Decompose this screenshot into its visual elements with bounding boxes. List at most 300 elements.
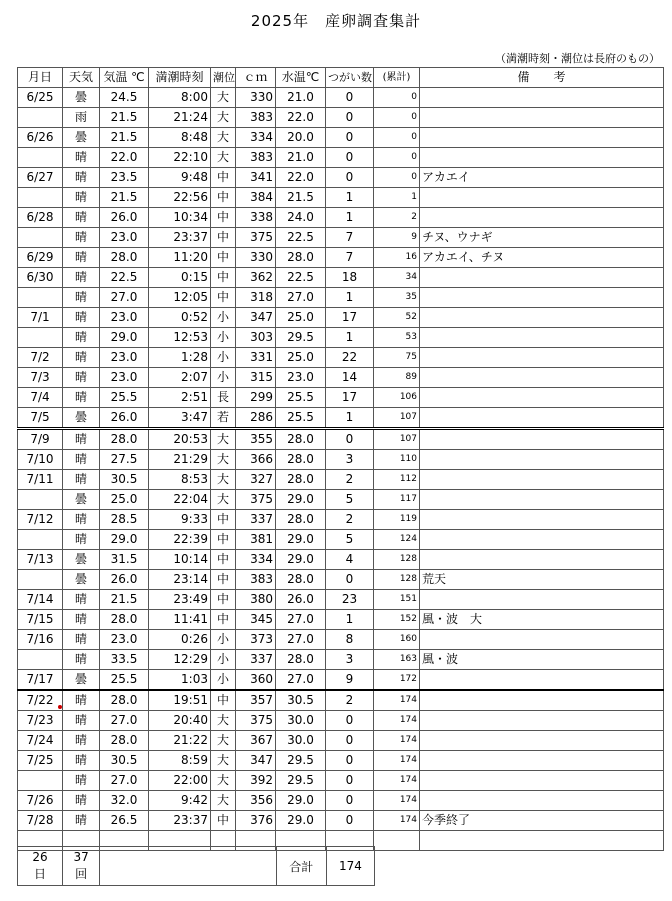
tide-time-cell: 23:37 bbox=[149, 228, 211, 248]
table-row bbox=[18, 228, 664, 248]
air-temp-cell: 27.0 bbox=[100, 771, 149, 791]
cumulative-cell: 128 bbox=[374, 570, 420, 590]
remarks-cell: アカエイ、チヌ bbox=[420, 248, 664, 268]
pairs-cell: 0 bbox=[326, 88, 374, 108]
tide-cell: 小 bbox=[211, 368, 236, 388]
pairs-cell: 0 bbox=[326, 711, 374, 731]
cumulative-cell: 2 bbox=[374, 208, 420, 228]
air-temp-cell: 24.5 bbox=[100, 88, 149, 108]
tide-cell: 小 bbox=[211, 308, 236, 328]
tide-cm-cell: 286 bbox=[236, 408, 276, 429]
tide-cell: 中 bbox=[211, 168, 236, 188]
air-temp-cell: 23.0 bbox=[100, 228, 149, 248]
water-temp-cell: 20.0 bbox=[276, 128, 326, 148]
pairs-cell: 1 bbox=[326, 188, 374, 208]
cumulative-cell: 128 bbox=[374, 550, 420, 570]
pairs-cell: 17 bbox=[326, 308, 374, 328]
weather-cell: 晴 bbox=[63, 368, 100, 388]
weather-cell: 晴 bbox=[63, 731, 100, 751]
weather-cell: 曇 bbox=[63, 88, 100, 108]
water-temp-cell: 27.0 bbox=[276, 610, 326, 630]
water-temp-cell: 28.0 bbox=[276, 429, 326, 450]
remarks-cell bbox=[420, 450, 664, 470]
date-cell: 7/2 bbox=[18, 348, 63, 368]
water-temp-cell: 30.0 bbox=[276, 731, 326, 751]
tide-cm-cell: 315 bbox=[236, 368, 276, 388]
table-row bbox=[18, 108, 664, 128]
remarks-cell bbox=[420, 711, 664, 731]
air-temp-cell: 27.5 bbox=[100, 450, 149, 470]
air-temp-cell: 26.0 bbox=[100, 570, 149, 590]
cumulative-cell: 117 bbox=[374, 490, 420, 510]
pairs-cell: 0 bbox=[326, 570, 374, 590]
air-temp-cell: 26.5 bbox=[100, 811, 149, 831]
tide-cm-cell: 299 bbox=[236, 388, 276, 408]
cumulative-cell: 1 bbox=[374, 188, 420, 208]
water-temp-cell: 21.5 bbox=[276, 188, 326, 208]
table-row bbox=[18, 328, 664, 348]
table-row bbox=[18, 429, 664, 450]
weather-cell: 晴 bbox=[63, 268, 100, 288]
weather-cell: 晴 bbox=[63, 288, 100, 308]
table-row bbox=[18, 168, 664, 188]
tide-time-cell: 3:47 bbox=[149, 408, 211, 429]
water-temp-cell: 25.5 bbox=[276, 408, 326, 429]
remarks-cell bbox=[420, 88, 664, 108]
days-count-cell bbox=[18, 847, 63, 886]
red-mark bbox=[58, 705, 62, 709]
pairs-cell: 1 bbox=[326, 208, 374, 228]
water-temp-cell: 28.0 bbox=[276, 470, 326, 490]
date-cell: 6/26 bbox=[18, 128, 63, 148]
tide-cm-cell: 375 bbox=[236, 228, 276, 248]
sessions-count: 37 bbox=[73, 850, 89, 864]
cumulative-cell: 174 bbox=[374, 690, 420, 711]
tide-cell: 若 bbox=[211, 408, 236, 429]
pairs-cell: 0 bbox=[326, 791, 374, 811]
date-cell: 7/23 bbox=[18, 711, 63, 731]
remarks-cell bbox=[420, 791, 664, 811]
tide-time-cell: 23:49 bbox=[149, 590, 211, 610]
tide-time-cell: 9:48 bbox=[149, 168, 211, 188]
table-row bbox=[18, 490, 664, 510]
tide-cell: 中 bbox=[211, 188, 236, 208]
tide-time-cell: 21:24 bbox=[149, 108, 211, 128]
air-temp-cell: 23.0 bbox=[100, 308, 149, 328]
cumulative-cell bbox=[374, 831, 420, 851]
tide-cm-cell: 355 bbox=[236, 429, 276, 450]
weather-cell: 晴 bbox=[63, 630, 100, 650]
cumulative-cell: 89 bbox=[374, 368, 420, 388]
tide-cell: 中 bbox=[211, 228, 236, 248]
tide-time-cell: 22:10 bbox=[149, 148, 211, 168]
air-temp-cell: 21.5 bbox=[100, 590, 149, 610]
remarks-cell bbox=[420, 490, 664, 510]
table-row bbox=[18, 510, 664, 530]
pairs-cell: 0 bbox=[326, 168, 374, 188]
air-temp-cell: 33.5 bbox=[100, 650, 149, 670]
remarks-cell bbox=[420, 348, 664, 368]
cumulative-cell: 107 bbox=[374, 408, 420, 429]
tide-cm-cell: 347 bbox=[236, 308, 276, 328]
tide-cm-cell: 367 bbox=[236, 731, 276, 751]
cumulative-cell: 163 bbox=[374, 650, 420, 670]
table-row bbox=[18, 288, 664, 308]
tide-cell: 大 bbox=[211, 490, 236, 510]
days-count: 26 bbox=[32, 850, 48, 864]
pairs-cell: 5 bbox=[326, 490, 374, 510]
pairs-cell: 3 bbox=[326, 450, 374, 470]
water-temp-cell: 23.0 bbox=[276, 368, 326, 388]
remarks-cell bbox=[420, 771, 664, 791]
water-temp-cell: 28.0 bbox=[276, 650, 326, 670]
air-temp-cell: 28.0 bbox=[100, 248, 149, 268]
date-cell bbox=[18, 570, 63, 590]
weather-cell: 晴 bbox=[63, 208, 100, 228]
water-temp-cell: 29.0 bbox=[276, 791, 326, 811]
tide-cm-cell: 357 bbox=[236, 690, 276, 711]
weather-cell: 晴 bbox=[63, 751, 100, 771]
tide-time-cell: 10:14 bbox=[149, 550, 211, 570]
remarks-cell bbox=[420, 690, 664, 711]
remarks-cell: アカエイ bbox=[420, 168, 664, 188]
air-temp-cell: 26.0 bbox=[100, 408, 149, 429]
air-temp-cell: 27.0 bbox=[100, 288, 149, 308]
table-row bbox=[18, 670, 664, 691]
weather-cell: 曇 bbox=[63, 670, 100, 691]
table-row bbox=[18, 751, 664, 771]
spawning-log-table bbox=[17, 67, 664, 851]
tide-cm-cell: 327 bbox=[236, 470, 276, 490]
table-row bbox=[18, 791, 664, 811]
remarks-cell bbox=[420, 470, 664, 490]
remarks-cell: チヌ、ウナギ bbox=[420, 228, 664, 248]
pairs-cell: 7 bbox=[326, 248, 374, 268]
cumulative-cell: 174 bbox=[374, 751, 420, 771]
table-row bbox=[18, 248, 664, 268]
header-row bbox=[18, 68, 664, 88]
cumulative-cell: 75 bbox=[374, 348, 420, 368]
water-temp-cell: 27.0 bbox=[276, 630, 326, 650]
tide-cm-cell: 384 bbox=[236, 188, 276, 208]
tide-time-cell: 8:00 bbox=[149, 88, 211, 108]
remarks-cell bbox=[420, 148, 664, 168]
date-cell: 7/1 bbox=[18, 308, 63, 328]
tide-cm-cell: 337 bbox=[236, 510, 276, 530]
weather-cell: 晴 bbox=[63, 590, 100, 610]
cumulative-cell: 106 bbox=[374, 388, 420, 408]
remarks-cell bbox=[420, 429, 664, 450]
weather-cell: 晴 bbox=[63, 530, 100, 550]
water-temp-cell: 25.0 bbox=[276, 348, 326, 368]
pairs-cell: 23 bbox=[326, 590, 374, 610]
tide-cell: 小 bbox=[211, 630, 236, 650]
tide-cell: 中 bbox=[211, 550, 236, 570]
water-temp-cell: 21.0 bbox=[276, 88, 326, 108]
tide-cm-cell: 334 bbox=[236, 128, 276, 148]
remarks-cell bbox=[420, 751, 664, 771]
pairs-cell: 0 bbox=[326, 128, 374, 148]
table-row bbox=[18, 268, 664, 288]
tide-cm-cell: 334 bbox=[236, 550, 276, 570]
date-cell bbox=[18, 530, 63, 550]
air-temp-cell: 28.5 bbox=[100, 510, 149, 530]
table-row bbox=[18, 308, 664, 328]
tide-time-cell: 12:29 bbox=[149, 650, 211, 670]
tide-cell: 小 bbox=[211, 348, 236, 368]
tide-cell: 大 bbox=[211, 108, 236, 128]
tide-cell: 大 bbox=[211, 791, 236, 811]
date-cell: 7/11 bbox=[18, 470, 63, 490]
water-temp-cell: 21.0 bbox=[276, 148, 326, 168]
water-temp-cell: 27.0 bbox=[276, 670, 326, 691]
cumulative-cell: 0 bbox=[374, 128, 420, 148]
tide-cm-cell: 338 bbox=[236, 208, 276, 228]
cumulative-cell: 35 bbox=[374, 288, 420, 308]
weather-cell: 晴 bbox=[63, 690, 100, 711]
sessions-count-cell bbox=[63, 847, 100, 886]
table-row bbox=[18, 731, 664, 751]
air-temp-cell: 28.0 bbox=[100, 690, 149, 711]
date-cell bbox=[18, 771, 63, 791]
tide-time-cell: 23:37 bbox=[149, 811, 211, 831]
date-cell bbox=[18, 490, 63, 510]
air-temp-cell: 25.0 bbox=[100, 490, 149, 510]
table-row bbox=[18, 550, 664, 570]
tide-cm-cell: 383 bbox=[236, 570, 276, 590]
tide-cm-cell: 375 bbox=[236, 490, 276, 510]
air-temp-cell: 29.0 bbox=[100, 530, 149, 550]
pairs-cell: 0 bbox=[326, 751, 374, 771]
tide-cell: 大 bbox=[211, 450, 236, 470]
cumulative-cell: 174 bbox=[374, 711, 420, 731]
water-temp-cell: 22.5 bbox=[276, 268, 326, 288]
water-temp-cell: 29.5 bbox=[276, 751, 326, 771]
pairs-cell: 0 bbox=[326, 771, 374, 791]
water-temp-cell: 28.0 bbox=[276, 570, 326, 590]
tide-cm-cell: 356 bbox=[236, 791, 276, 811]
remarks-cell bbox=[420, 288, 664, 308]
cumulative-cell: 107 bbox=[374, 429, 420, 450]
date-cell: 7/24 bbox=[18, 731, 63, 751]
water-temp-cell: 22.5 bbox=[276, 228, 326, 248]
water-temp-cell: 25.0 bbox=[276, 308, 326, 328]
tide-cm-cell: 341 bbox=[236, 168, 276, 188]
air-temp-cell: 28.0 bbox=[100, 731, 149, 751]
tide-source-note: （満潮時刻・潮位は長府のもの） bbox=[495, 52, 660, 65]
weather-cell: 晴 bbox=[63, 711, 100, 731]
date-cell: 7/16 bbox=[18, 630, 63, 650]
tide-cell: 中 bbox=[211, 570, 236, 590]
water-temp-cell: 30.5 bbox=[276, 690, 326, 711]
air-temp-cell: 21.5 bbox=[100, 188, 149, 208]
tide-cell: 中 bbox=[211, 268, 236, 288]
remarks-cell bbox=[420, 630, 664, 650]
water-temp-cell: 29.0 bbox=[276, 550, 326, 570]
cumulative-cell: 119 bbox=[374, 510, 420, 530]
weather-cell: 晴 bbox=[63, 348, 100, 368]
weather-cell: 晴 bbox=[63, 388, 100, 408]
water-temp-cell: 28.0 bbox=[276, 450, 326, 470]
air-temp-cell: 22.5 bbox=[100, 268, 149, 288]
table-row bbox=[18, 188, 664, 208]
air-temp-cell: 25.5 bbox=[100, 670, 149, 691]
remarks-cell bbox=[420, 530, 664, 550]
tide-cell: 大 bbox=[211, 751, 236, 771]
remarks-cell: 今季終了 bbox=[420, 811, 664, 831]
tide-cm-cell: 318 bbox=[236, 288, 276, 308]
table-row bbox=[18, 610, 664, 630]
pairs-cell: 4 bbox=[326, 550, 374, 570]
pairs-cell: 2 bbox=[326, 470, 374, 490]
col-pairs: つがい数 bbox=[326, 68, 374, 88]
pairs-cell: 0 bbox=[326, 148, 374, 168]
weather-cell: 晴 bbox=[63, 248, 100, 268]
water-temp-cell: 28.0 bbox=[276, 510, 326, 530]
air-temp-cell: 23.0 bbox=[100, 630, 149, 650]
tide-time-cell: 23:14 bbox=[149, 570, 211, 590]
pairs-cell: 0 bbox=[326, 731, 374, 751]
tide-time-cell: 2:51 bbox=[149, 388, 211, 408]
weather-cell: 晴 bbox=[63, 470, 100, 490]
tide-cm-cell: 373 bbox=[236, 630, 276, 650]
tide-cm-cell: 331 bbox=[236, 348, 276, 368]
date-cell: 7/28 bbox=[18, 811, 63, 831]
tide-time-cell: 20:53 bbox=[149, 429, 211, 450]
water-temp-cell: 26.0 bbox=[276, 590, 326, 610]
air-temp-cell: 21.5 bbox=[100, 108, 149, 128]
tide-time-cell: 0:52 bbox=[149, 308, 211, 328]
cumulative-cell: 0 bbox=[374, 108, 420, 128]
remarks-cell bbox=[420, 408, 664, 429]
table-row bbox=[18, 590, 664, 610]
weather-cell: 曇 bbox=[63, 550, 100, 570]
cumulative-cell: 0 bbox=[374, 168, 420, 188]
remarks-cell: 荒天 bbox=[420, 570, 664, 590]
date-cell bbox=[18, 108, 63, 128]
tide-cell: 小 bbox=[211, 670, 236, 691]
date-cell: 7/5 bbox=[18, 408, 63, 429]
weather-cell: 晴 bbox=[63, 791, 100, 811]
pairs-cell: 7 bbox=[326, 228, 374, 248]
pairs-cell: 0 bbox=[326, 811, 374, 831]
date-cell: 7/13 bbox=[18, 550, 63, 570]
tide-time-cell: 2:07 bbox=[149, 368, 211, 388]
sessions-unit: 回 bbox=[75, 867, 88, 881]
table-row bbox=[18, 630, 664, 650]
tide-cm-cell: 366 bbox=[236, 450, 276, 470]
tide-cell: 中 bbox=[211, 288, 236, 308]
table-row bbox=[18, 570, 664, 590]
air-temp-cell: 26.0 bbox=[100, 208, 149, 228]
tide-cell: 大 bbox=[211, 771, 236, 791]
date-cell bbox=[18, 228, 63, 248]
water-temp-cell: 25.5 bbox=[276, 388, 326, 408]
air-temp-cell: 22.0 bbox=[100, 148, 149, 168]
date-cell: 6/27 bbox=[18, 168, 63, 188]
table-row bbox=[18, 711, 664, 731]
table-row bbox=[18, 470, 664, 490]
tide-cm-cell: 330 bbox=[236, 248, 276, 268]
air-temp-cell: 21.5 bbox=[100, 128, 149, 148]
date-cell: 6/29 bbox=[18, 248, 63, 268]
tide-cell: 中 bbox=[211, 610, 236, 630]
cumulative-cell: 9 bbox=[374, 228, 420, 248]
tide-cm-cell: 376 bbox=[236, 811, 276, 831]
pairs-cell: 0 bbox=[326, 108, 374, 128]
table-row bbox=[18, 348, 664, 368]
table-row bbox=[18, 450, 664, 470]
table-row bbox=[18, 811, 664, 831]
weather-cell: 晴 bbox=[63, 450, 100, 470]
tide-cell: 中 bbox=[211, 690, 236, 711]
tide-time-cell: 11:20 bbox=[149, 248, 211, 268]
weather-cell: 晴 bbox=[63, 228, 100, 248]
weather-cell: 曇 bbox=[63, 490, 100, 510]
remarks-cell bbox=[420, 108, 664, 128]
water-temp-cell: 29.0 bbox=[276, 530, 326, 550]
water-temp-cell: 29.0 bbox=[276, 490, 326, 510]
cumulative-cell: 0 bbox=[374, 88, 420, 108]
date-cell: 7/26 bbox=[18, 791, 63, 811]
remarks-cell: 風・波 大 bbox=[420, 610, 664, 630]
weather-cell: 晴 bbox=[63, 650, 100, 670]
pairs-cell: 1 bbox=[326, 288, 374, 308]
pairs-cell: 0 bbox=[326, 429, 374, 450]
air-temp-cell: 23.0 bbox=[100, 368, 149, 388]
tide-cell: 大 bbox=[211, 731, 236, 751]
col-cm: ｃｍ bbox=[236, 68, 276, 88]
cumulative-cell: 112 bbox=[374, 470, 420, 490]
date-cell: 7/17 bbox=[18, 670, 63, 691]
pairs-cell: 2 bbox=[326, 510, 374, 530]
table-row bbox=[18, 148, 664, 168]
date-cell bbox=[18, 288, 63, 308]
col-air-temp: 気温 ℃ bbox=[100, 68, 149, 88]
tide-time-cell: 1:03 bbox=[149, 670, 211, 691]
tide-cm-cell: 383 bbox=[236, 148, 276, 168]
date-cell bbox=[18, 148, 63, 168]
col-weather: 天気 bbox=[63, 68, 100, 88]
tide-cm-cell: 383 bbox=[236, 108, 276, 128]
cumulative-cell: 124 bbox=[374, 530, 420, 550]
table-row bbox=[18, 388, 664, 408]
air-temp-cell: 29.0 bbox=[100, 328, 149, 348]
weather-cell: 晴 bbox=[63, 811, 100, 831]
tide-time-cell: 8:53 bbox=[149, 470, 211, 490]
pairs-cell: 14 bbox=[326, 368, 374, 388]
cumulative-cell: 172 bbox=[374, 670, 420, 691]
date-cell: 6/28 bbox=[18, 208, 63, 228]
tide-cell: 中 bbox=[211, 530, 236, 550]
air-temp-cell: 25.5 bbox=[100, 388, 149, 408]
remarks-cell bbox=[420, 550, 664, 570]
date-cell: 6/25 bbox=[18, 88, 63, 108]
tide-cm-cell: 347 bbox=[236, 751, 276, 771]
air-temp-cell: 31.5 bbox=[100, 550, 149, 570]
date-cell: 7/25 bbox=[18, 751, 63, 771]
air-temp-cell: 30.5 bbox=[100, 751, 149, 771]
tide-time-cell: 21:22 bbox=[149, 731, 211, 751]
table-row bbox=[18, 650, 664, 670]
date-cell: 7/14 bbox=[18, 590, 63, 610]
date-cell bbox=[18, 188, 63, 208]
water-temp-cell: 29.0 bbox=[276, 811, 326, 831]
date-cell: 7/22 bbox=[18, 690, 63, 711]
col-date: 月日 bbox=[18, 68, 63, 88]
date-cell bbox=[18, 328, 63, 348]
tide-cell: 中 bbox=[211, 510, 236, 530]
